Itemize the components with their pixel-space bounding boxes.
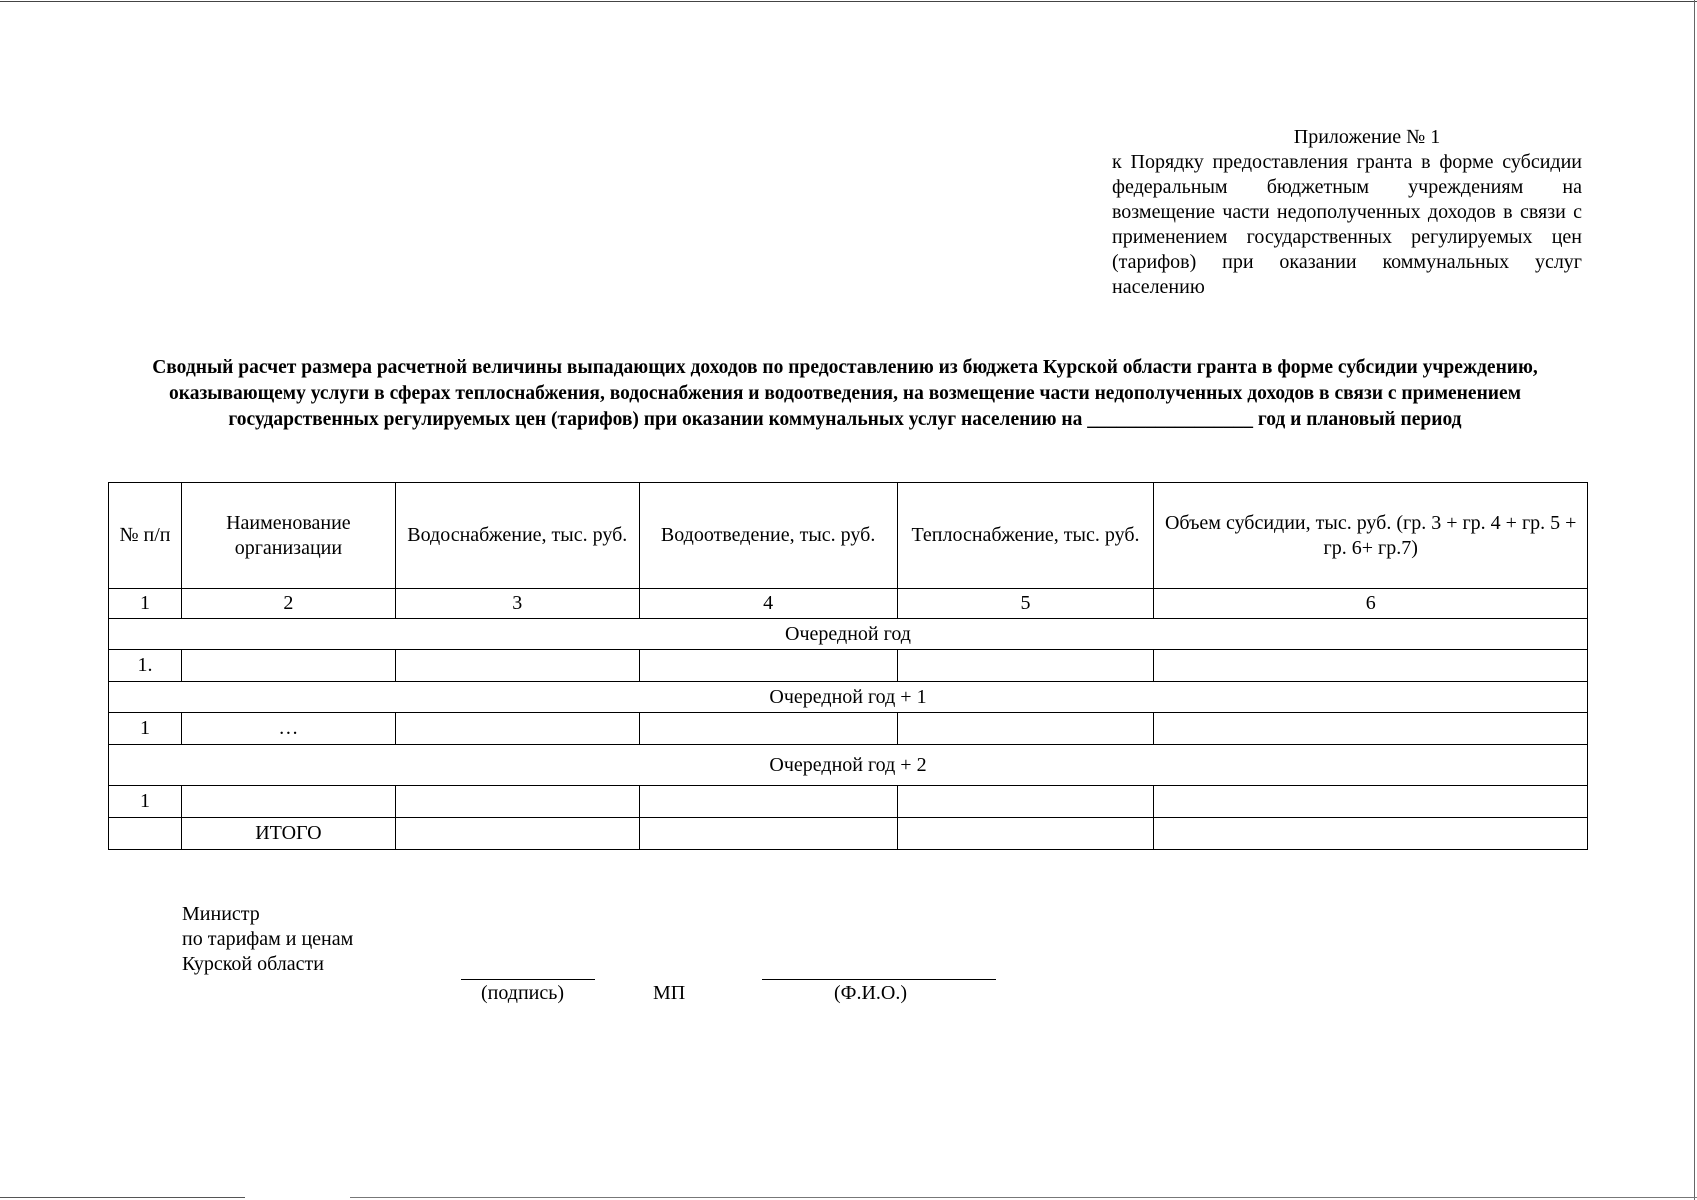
total-label: ИТОГО [181,818,395,850]
table-cell [639,713,897,745]
position-line: по тарифам и ценам [182,928,354,950]
document-title: Сводный расчет размера расчетной величины выпадающих доходов по предоставлению из бюджета Курской области гранта в форме субсидии учреждению, оказывающему услуги в сферах теплоснабжения, водоснабжения и водоотведения, на возмещение части недополученных доходов в связи с применением государственных регулируемых цен (тарифов) при оказании коммунальных услуг населению на _________________ год и плановый период [152,357,1538,430]
table-cell [395,713,639,745]
column-number: 4 [639,589,897,619]
header-cell: Объем субсидии, тыс. руб. (гр. 3 + гр. 4 + гр. 5 + гр. 6+ гр.7) [1154,483,1588,589]
table-cell [639,650,897,682]
page-border-top [0,1,1697,2]
calculation-table [108,482,1588,850]
annex-text: к Порядку предоставления гранта в форме субсидии федеральным бюджетным учреждениям на возмещение части недополученных доходов в связи с применением государственных регулируемых цен (тарифов) при оказании коммунальных услуг населению [1112,151,1582,298]
column-number: 3 [395,589,639,619]
column-number-row [109,589,1588,619]
table-cell [1154,818,1588,850]
section-title: Очередной год + 1 [109,682,1588,713]
table-cell [395,786,639,818]
position-line: Курской области [182,953,324,975]
section-title: Очередной год [109,619,1588,650]
table-cell: 1. [109,650,182,682]
table-cell [395,650,639,682]
position-line: Министр [182,903,260,925]
table-cell: 1 [109,786,182,818]
table-cell [181,650,395,682]
table-cell [897,713,1154,745]
column-number: 2 [181,589,395,619]
signature-caption: (подпись) [481,982,565,1004]
table-cell [639,818,897,850]
table-cell [1154,713,1588,745]
table-cell [1154,650,1588,682]
signatory-position [182,902,353,977]
header-cell: Водоснабжение, тыс. руб. [395,483,639,589]
table-header-row [109,483,1588,589]
column-number: 1 [109,589,182,619]
page-border-bottom [350,1197,1697,1198]
page-border-bottom [0,1197,245,1198]
name-line [762,979,996,980]
header-cell: Теплоснабжение, тыс. руб. [897,483,1154,589]
column-number: 6 [1154,589,1588,619]
signature-line [461,979,595,980]
stamp-caption: МП [653,982,686,1004]
annex-title: Приложение № 1 [1293,126,1441,148]
table-cell [1154,786,1588,818]
annex-block [1112,125,1582,300]
table-cell [109,818,182,850]
section-title: Очередной год + 2 [109,745,1588,786]
header-cell: Наименование организации [181,483,395,589]
table-cell [897,786,1154,818]
table-row [109,650,1588,682]
total-row [109,818,1588,850]
column-number: 5 [897,589,1154,619]
table-row [109,786,1588,818]
table-cell [395,818,639,850]
section-row [109,619,1588,650]
table-cell [897,818,1154,850]
table-cell: … [181,713,395,745]
section-row [109,682,1588,713]
page-border-right [1694,0,1695,1200]
header-cell: Водоотведение, тыс. руб. [639,483,897,589]
header-cell: № п/п [109,483,182,589]
table-cell [639,786,897,818]
table-row [109,713,1588,745]
table-cell: 1 [109,713,182,745]
section-row [109,745,1588,786]
name-caption: (Ф.И.О.) [834,982,908,1004]
table-cell [181,786,395,818]
table-cell [897,650,1154,682]
